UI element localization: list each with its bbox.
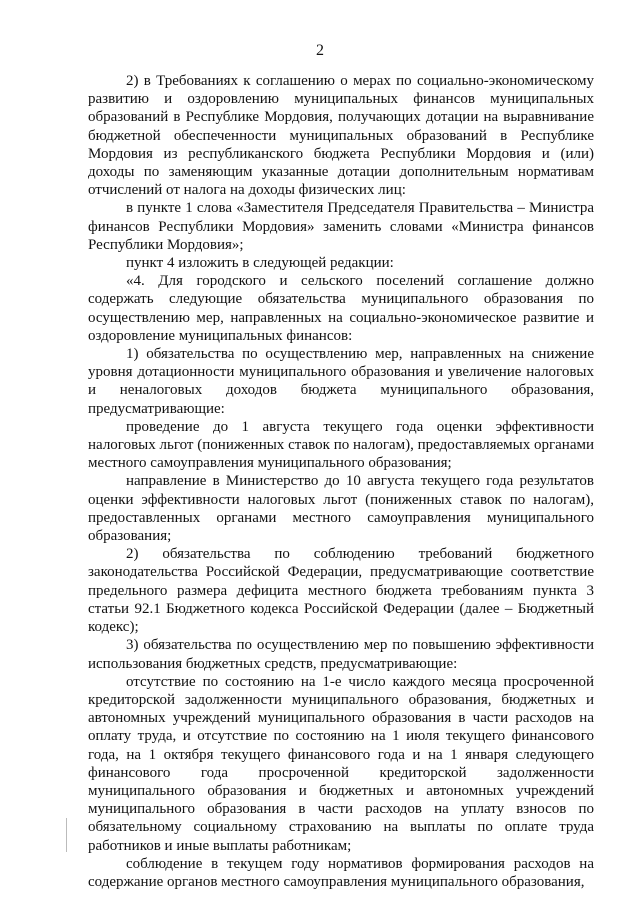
paragraph-point-1-wording: в пункте 1 слова «Заместителя Председателя Правительства – Министра финансов Республики Мордовия» заменить словами «Министра финансов Республики Мордовия»; <box>88 200 594 253</box>
paragraph-point-4-text: «4. Для городского и сельского поселений соглашение должно содержать следующие обязательства муниципального образования по осуществлению мер, направленных на социально-экономическое развитие и оздоровление муниципальных финансов: <box>88 273 594 344</box>
paragraph-obligation-3: 3) обязательства по осуществлению мер по повышению эффективности использования бюджетных средств, предусматривающие: <box>88 637 594 672</box>
margin-mark <box>66 818 67 852</box>
paragraph-results-submission: направление в Министерство до 10 августа текущего года результатов оценки эффективности налоговых льгот (пониженных ставок по налогам), предоставленных органами местного самоуправления муниципального образования; <box>88 473 594 545</box>
paragraph-expense-standards: соблюдение в текущем году нормативов формирования расходов на содержание органов местного самоуправления муниципального образования, <box>88 855 594 890</box>
page-number: 2 <box>316 42 324 59</box>
paragraph-requirements-amendment: 2) в Требованиях к соглашению о мерах по социально-экономическому развитию и оздоровлению муниципальных финансов муниципальных образований в Республике Мордовия, получающих дотации на выравнивание бюджетной обеспеченности муниципальных образований в Республике Мордовия из республиканского бюджета Республики Мордовия и (или) доходы по заменяющим указанные дотации дополнительным нормативам отчислений от налога на доходы физических лиц: <box>88 73 594 199</box>
paragraph-obligation-2: 2) обязательства по соблюдению требований бюджетного законодательства Российской Федерации, предусматривающие соответствие предельного размера дефицита местного бюджета требованиям пункта 3 статьи 92.1 Бюджетного кодекса Российской Федерации (далее – Бюджетный кодекс); <box>88 546 594 636</box>
paragraph-point-4-intro: пункт 4 изложить в следующей редакции: <box>126 255 394 272</box>
paragraph-tax-benefit-assessment: проведение до 1 августа текущего года оценки эффективности налоговых льгот (пониженных ставок по налогам), предоставляемых органами местного самоуправления муниципального образования; <box>88 418 594 472</box>
paragraph-no-overdue-debt: отсутствие по состоянию на 1-е число каждого месяца просроченной кредиторской задолженности муниципального образования, бюджетных и автономных учреждений муниципального образования в части расходов на оплату труда, и отсутствие по состоянию на 1 июля текущего финансового года, на 1 октября текущего финансового года и на 1 января следующего финансового года просроченной кредиторской задолженности муниципального образования и бюджетных и автономных учреждений муниципального образования в части расходов на уплату взносов по обязательному социальному страхованию на выплаты по оплате труда работников и иные выплаты работникам; <box>88 673 594 854</box>
document-body <box>88 72 594 891</box>
paragraph-obligation-1: 1) обязательства по осуществлению мер, направленных на снижение уровня дотационности муниципального образования и увеличение налоговых и неналоговых доходов бюджета муниципального образования, предусматривающие: <box>88 346 594 417</box>
